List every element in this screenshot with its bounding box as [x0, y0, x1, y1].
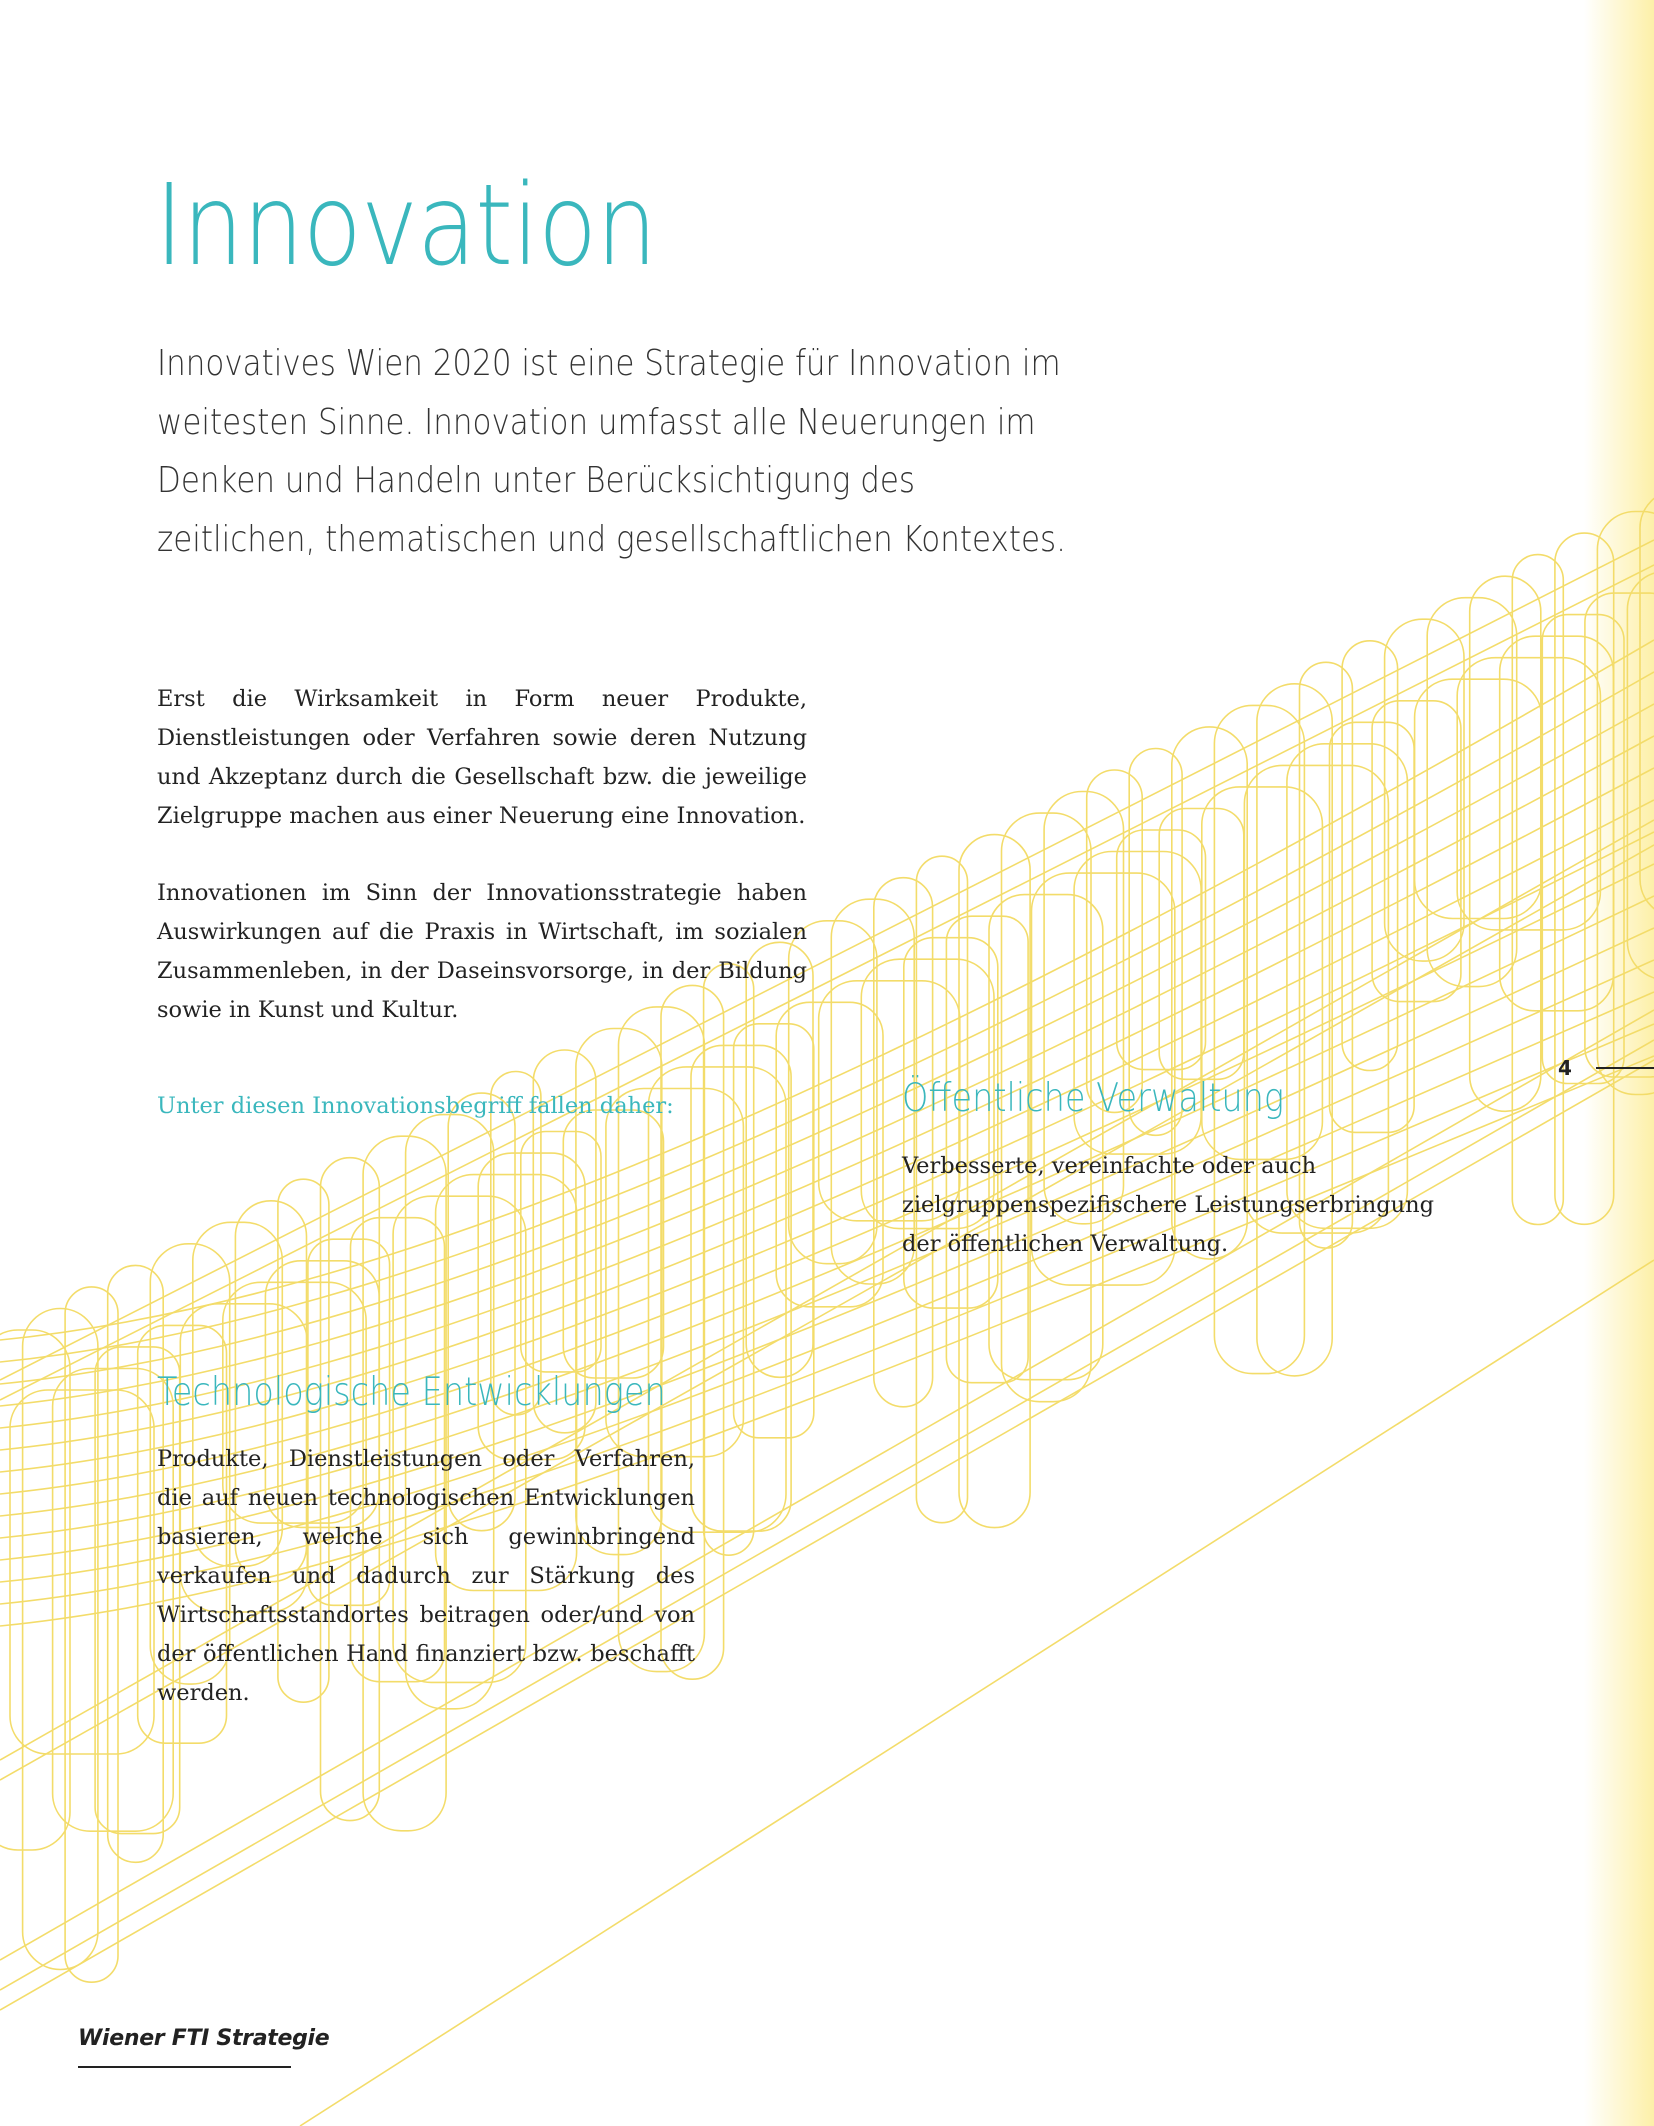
section-heading-technologie: Technologische Entwicklungen — [157, 1370, 666, 1415]
lead-paragraph: Innovatives Wien 2020 ist eine Strategie für Innovation im weitesten Sinne. Innovation umfasst alle Neuerungen im Denken und Handeln unter Berücksichtigung des zeitlichen, thematischen und gesellschaftlichen Kontextes. — [157, 343, 1067, 560]
section-text-verwaltung: Verbesserte, vereinfachte oder auch zielgruppenspezifischere Leistungserbringung der öffentlichen Verwaltung. — [902, 1153, 1435, 1257]
list-intro: Unter diesen Innovationsbegriff fallen daher: — [157, 1093, 674, 1119]
body-paragraph-2: Innovationen im Sinn der Innovationsstrategie haben Auswirkungen auf die Praxis in Wirtschaft, im sozialen Zusammenleben, in der Daseinsvorsorge, in der Bildung sowie in Kunst und Kultur. — [157, 880, 807, 1023]
section-text-technologie: Produkte, Dienstleistungen oder Verfahren, die auf neuen technologischen Entwicklungen basieren, welche sich gewinnbringend verkaufen und dadurch zur Stärkung des Wirtschaftsstandortes beitragen oder/und von der öffentlichen Hand finanziert bzw. beschafft werden. — [157, 1446, 695, 1706]
page-title: Innovation — [155, 161, 657, 291]
footer-document-title: Wiener FTI Strategie — [78, 2026, 330, 2051]
footer-rule — [78, 2066, 291, 2068]
page-number-rule — [1596, 1067, 1654, 1069]
body-paragraph-1: Erst die Wirksamkeit in Form neuer Produkte, Dienstleistungen oder Verfahren sowie deren Nutzung und Akzeptanz durch die Gesellschaft bzw. die jeweilige Zielgruppe machen aus einer Neuerung eine Innovation. — [157, 686, 807, 829]
section-heading-verwaltung: Öffentliche Verwaltung — [902, 1076, 1285, 1121]
page-number: 4 — [1558, 1056, 1572, 1080]
